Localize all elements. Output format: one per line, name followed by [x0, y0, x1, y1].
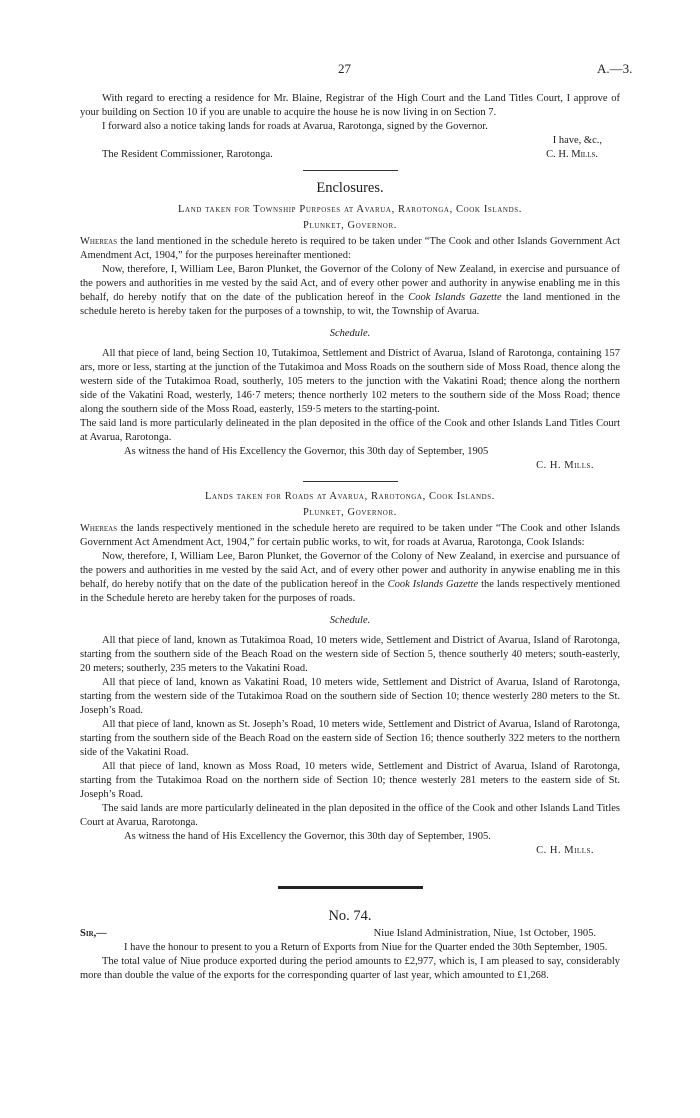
- notice-2-whereas: [80, 522, 620, 550]
- notice-1-schedule-item: The said land is more particularly delineated in the plan deposited in the office of the Cook and other Islands Land Titles Court at Avarua, Rarotonga.: [80, 418, 620, 443]
- notice-2-schedule-item: All that piece of land, known as Tutakimoa Road, 10 meters wide, Settlement and District of Avarua, Island of Rarotonga, starting from the southern side of the Beach Road on the western side of Section 5, thence southerly 40 meters; south-easterly, 20 meters; southerly, 235 meters to the Vakatini Road.: [80, 635, 620, 674]
- notice-1-whereas-text: the land mentioned in the schedule hereto is required to be taken under “The Cook and other Islands Government Act Amendment Act, 1904,” for the purposes hereinafter mentioned:: [80, 236, 620, 261]
- notice-2-schedule-item: All that piece of land, known as Vakatini Road, 10 meters wide, Settlement and District of Avarua, Island of Rarotonga, starting from the western side of the Tutakimoa Road on the southern side of Section 10; thence westerly 280 meters to the St. Joseph’s Road.: [80, 677, 620, 716]
- no-74-paragraph-1: I have the honour to present to you a Return of Exports from Niue for the Quarter ended the 30th September, 1905.: [124, 942, 608, 953]
- document-divider: [278, 886, 423, 889]
- notice-1-schedule-heading: Schedule.: [329, 328, 371, 339]
- document-reference: A.—3.: [597, 61, 633, 76]
- notice-2-title: Lands taken for Roads at Avarua, Rarotonga, Cook Islands.: [205, 491, 495, 502]
- notice-2-schedule-heading: Schedule.: [329, 615, 371, 626]
- letter-closing: I have, &c.,: [552, 135, 602, 146]
- notice-2-now-therefore: [80, 550, 620, 606]
- no-74-heading: No. 74.: [328, 908, 372, 924]
- document-body: [80, 92, 620, 983]
- notice-1-now-text-a: Now, therefore, I, William Lee, Baron Plunket, the Governor of the Colony of New Zealand, in exercise and pursuance of the powers and authorities in me vested by the said Act, and of every other power and authority in anywise enabling me in this behalf, do hereby notify that on the date of the publication hereof in the: [80, 264, 620, 303]
- notice-1-now-text-b: the land mentioned in the schedule hereto is hereby taken for the purposes of a township, to wit, the Township of Avarua.: [80, 292, 620, 317]
- section-divider: [303, 170, 398, 171]
- notice-1-whereas-word: Whereas: [80, 236, 118, 247]
- notice-2-schedule-item: All that piece of land, known as St. Joseph’s Road, 10 meters wide, Settlement and District of Avarua, Island of Rarotonga, starting from the southern side of the Beach Road on the eastern side of Section 16; thence southerly 322 meters to the northern side of the Vakatini Road.: [80, 719, 620, 758]
- notice-2-schedule-item: The said lands are more particularly delineated in the plan deposited in the office of the Cook and other Islands Land Titles Court at Avarua, Rarotonga.: [80, 803, 620, 828]
- notice-2-whereas-text: the lands respectively mentioned in the schedule hereto are required to be taken under “The Cook and other Islands Government Act Amendment Act, 1904,” for certain public works, to wit, for roads at Avarua, Rarotonga, Cook Islands:: [80, 523, 620, 548]
- no-74-place-date: Niue Island Administration, Niue, 1st October, 1905.: [373, 928, 596, 939]
- notice-2-gazette-name: Cook Islands Gazette: [387, 579, 479, 590]
- letter-signoff-row: [80, 148, 620, 162]
- notice-2-witness: As witness the hand of His Excellency the Governor, this 30th day of September, 1905.: [124, 831, 491, 842]
- notice-2-now-text-b: the lands respectively mentioned in the Schedule hereto are hereby taken for the purposes of roads.: [80, 579, 620, 604]
- letter-paragraph-2: I forward also a notice taking lands for roads at Avarua, Rarotonga, signed by the Governor.: [102, 121, 488, 132]
- notice-2-signature-text: C. H. Mills.: [536, 845, 594, 856]
- notice-1-signature: [80, 459, 620, 473]
- notice-1-whereas: [80, 235, 620, 263]
- enclosures-heading: Enclosures.: [316, 180, 384, 196]
- no-74-paragraph-2: The total value of Niue produce exported during the period amounts to £2,977, which is, I am pleased to say, considerably more than double the value of the exports for the corresponding quarter of last year, which amounted to £1,268.: [80, 956, 620, 981]
- notice-1-gazette-name: Cook Islands Gazette: [408, 292, 502, 303]
- notice-1-now-therefore: [80, 263, 620, 319]
- notice-1-schedule-item: All that piece of land, being Section 10, Tutakimoa, Settlement and District of Avarua, Island of Rarotonga, containing 157 ars, more or less, starting at the junction of the Tutakimoa and Moss Roads on the southern side of Moss Road, thence along the western side of the Tutakimoa Road, southerly, 105 meters to the junction with the Vakatini Road; thence along the northern side of the Vakatini Road, westerly, 146·7 meters; thence northerly 102 meters to the southern side of the Moss Road; thence along the southern side of the Moss Road, easterly, 159·5 meters to the starting-point.: [80, 348, 620, 415]
- no-74-salutation: Sir,—: [80, 928, 107, 939]
- notice-1-signature-text: C. H. Mills.: [536, 460, 594, 471]
- no-74-salutation-row: [80, 927, 620, 941]
- letter-signature: C. H. Mills.: [546, 149, 598, 160]
- page-header: [0, 62, 700, 78]
- notice-2-now-text-a: Now, therefore, I, William Lee, Baron Plunket, the Governor of the Colony of New Zealand, in exercise and pursuance of the powers and authorities in me vested by the said Act, and of every other power and authority in anywise enabling me in this behalf, do hereby notify that on the date of the publication hereof in the: [80, 551, 620, 590]
- page-number: 27: [338, 61, 351, 76]
- notice-2-schedule-item: All that piece of land, known as Moss Road, 10 meters wide, Settlement and District of Avarua, Island of Rarotonga, starting from the Tutakimoa Road on the northern side of Section 10; thence westerly 281 meters to the eastern side of St. Joseph’s Road.: [80, 761, 620, 800]
- letter-paragraph-1: With regard to erecting a residence for Mr. Blaine, Registrar of the High Court and the Land Titles Court, I approve of your building on Section 10 if you are unable to acquire the house he is now living in on Section 7.: [80, 93, 620, 118]
- notice-1-authority: Plunket, Governor.: [303, 220, 397, 231]
- letter-addressee: The Resident Commissioner, Rarotonga.: [102, 149, 273, 160]
- notice-2-whereas-word: Whereas: [80, 523, 118, 534]
- section-divider: [303, 481, 398, 482]
- notice-2-signature: [80, 844, 620, 858]
- notice-1-witness: As witness the hand of His Excellency the Governor, this 30th day of September, 1905: [124, 446, 489, 457]
- notice-2-authority: Plunket, Governor.: [303, 507, 397, 518]
- notice-1-title: Land taken for Township Purposes at Avarua, Rarotonga, Cook Islands.: [178, 204, 522, 215]
